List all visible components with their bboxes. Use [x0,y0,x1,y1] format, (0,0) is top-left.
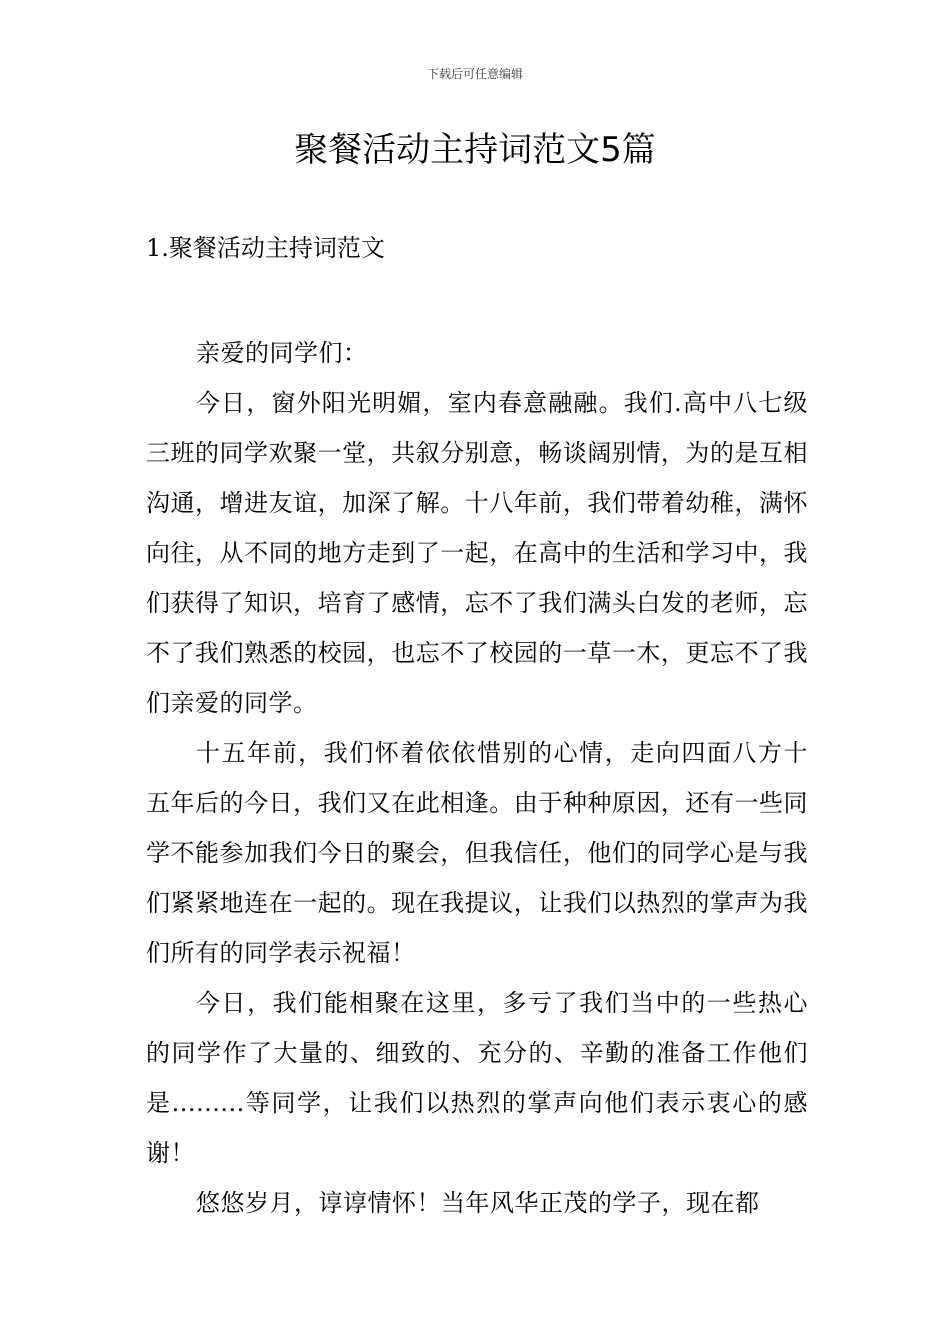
body-paragraph: 十五年前，我们怀着依依惜别的心情，走向四面八方十五年后的今日，我们又在此相逢。由于种种原因，还有一些同学不能参加我们今日的聚会，但我信任，他们的同学心是与我们紧紧地连在一起的。现在我提议，让我们以热烈的掌声为我们所有的同学表示祝福！ [146,739,808,967]
body-paragraph: 悠悠岁月，谆谆情怀！当年风华正茂的学子，现在都 [196,1189,760,1217]
document-title: 聚餐活动主持词范文5篇 [294,130,656,170]
document-body [146,328,808,1228]
salutation-paragraph: 亲爱的同学们： [196,339,368,367]
section-heading: 1.聚餐活动主持词范文 [146,234,385,262]
header-note: 下载后可任意编辑 [426,67,523,81]
body-paragraph: 今日，我们能相聚在这里，多亏了我们当中的一些热心的同学作了大量的、细致的、充分的、辛勤的准备工作他们是.........等同学，让我们以热烈的掌声向他们表示衷心的感谢！ [146,989,808,1167]
body-paragraph: 今日，窗外阳光明媚，室内春意融融。我们.高中八七级三班的同学欢聚一堂，共叙分别意，畅谈阔别情，为的是互相沟通，增进友谊，加深了解。十八年前，我们带着幼稚，满怀向往，从不同的地方走到了一起，在高中的生活和学习中，我们获得了知识，培育了感情，忘不了我们满头白发的老师，忘不了我们熟悉的校园，也忘不了校园的一草一木，更忘不了我们亲爱的同学。 [146,389,808,717]
